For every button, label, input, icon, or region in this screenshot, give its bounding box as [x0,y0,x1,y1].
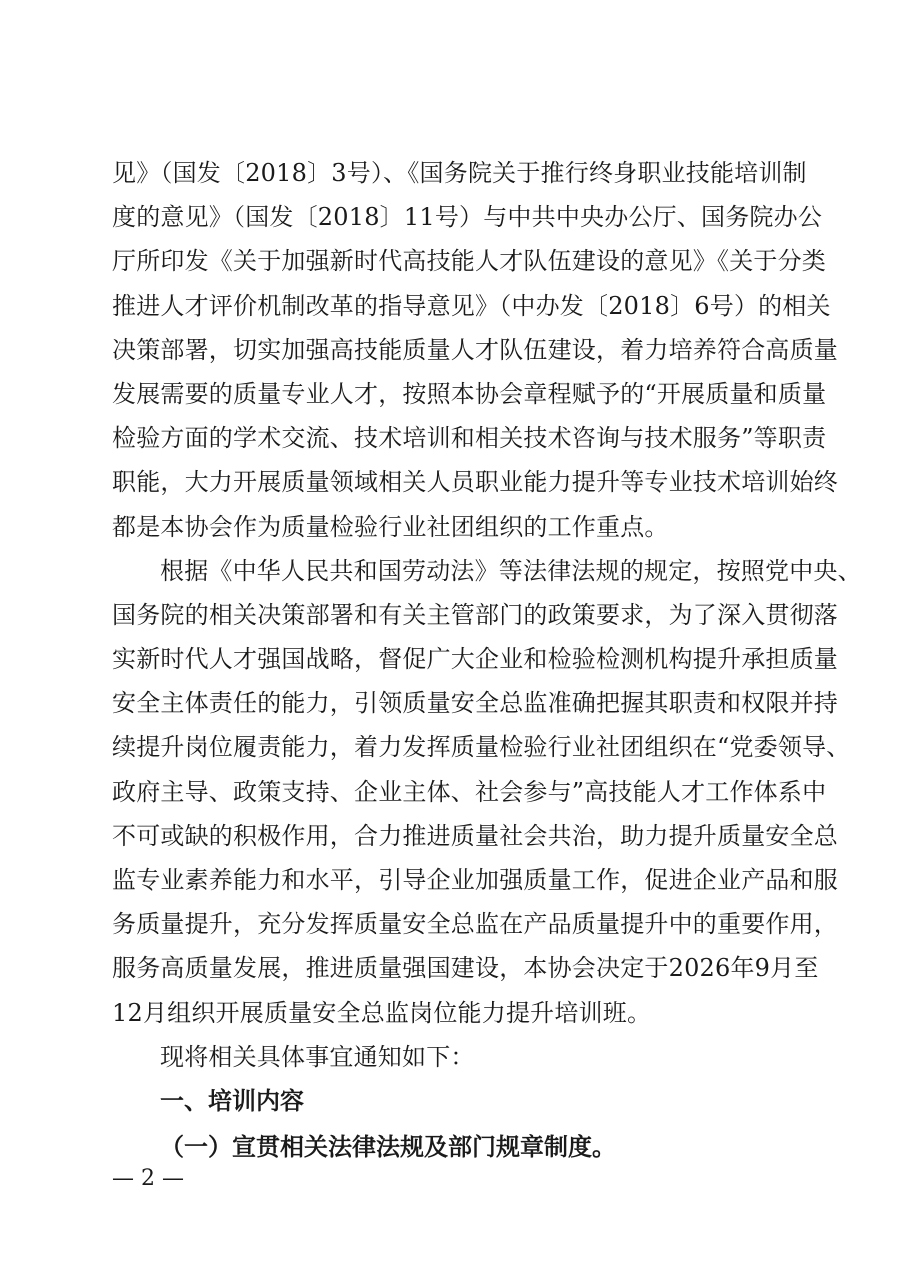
text-line: 决策部署，切实加强高技能质量人才队伍建设，着力培养符合高质量 [112,335,838,364]
text-line: 见》（国发〔2018〕3号）、《国务院关于推行终身职业技能培训制 [112,159,807,187]
text-line: 安全主体责任的能力，引领质量安全总监准确把握其职责和权限并持 [112,689,838,718]
paragraph-3 [112,1035,788,1079]
text-line: 推进人才评价机制改革的指导意见》（中办发〔2018〕6号）的相关 [112,291,831,320]
text-line: 政府主导、政策支持、企业主体、社会参与”高技能人才工作体系中 [112,777,827,806]
text-line: 检验方面的学术交流、技术培训和相关技术咨询与技术服务”等职责 [112,424,827,453]
text-line: 职能，大力开展质量领域相关人员职业能力提升等专业技术培训始终 [112,468,838,497]
text-line: 都是本协会作为质量检验行业社团组织的工作重点。 [112,512,669,541]
text-line: 务质量提升，充分发挥质量安全总监在产品质量提升中的重要作用， [112,910,838,939]
document-body [112,151,862,1169]
text-line: 根据《中华人民共和国劳动法》等法律法规的规定，按照党中央、 [160,556,862,585]
text-line: 12月组织开展质量安全总监岗位能力提升培训班。 [112,998,652,1027]
text-line: 服务高质量发展，推进质量强国建设，本协会决定于2026年9月至 [112,954,819,983]
paragraph-1 [112,151,838,549]
text-line: 监专业素养能力和水平，引导企业加强质量工作，促进企业产品和服 [112,866,838,894]
text-line: 厅所印发《关于加强新时代高技能人才队伍建设的意见》《关于分类 [112,247,826,276]
subsection-heading: （一）宣贯相关法律法规及部门规章制度。 [160,1132,616,1162]
text-line: 国务院的相关决策部署和有关主管部门的政策要求，为了深入贯彻落 [112,600,838,629]
text-line: 度的意见》（国发〔2018〕11号）与中共中央办公厅、国务院办公 [112,203,823,232]
text-line: 发展需要的质量专业人才，按照本协会章程赋予的“开展质量和质量 [112,379,827,408]
text-line: 续提升岗位履责能力，着力发挥质量检验行业社团组织在“党委领导、 [112,733,851,762]
section-heading: 一、培训内容 [160,1086,304,1115]
text-line: 不可或缺的积极作用，合力推进质量社会共治，助力提升质量安全总 [112,821,838,850]
paragraph-2 [112,549,862,1035]
text-line: 现将相关具体事宜通知如下： [160,1042,475,1071]
text-line: 实新时代人才强国战略，督促广大企业和检验检测机构提升承担质量 [112,645,838,674]
page-number: — 2 — [112,1166,184,1191]
